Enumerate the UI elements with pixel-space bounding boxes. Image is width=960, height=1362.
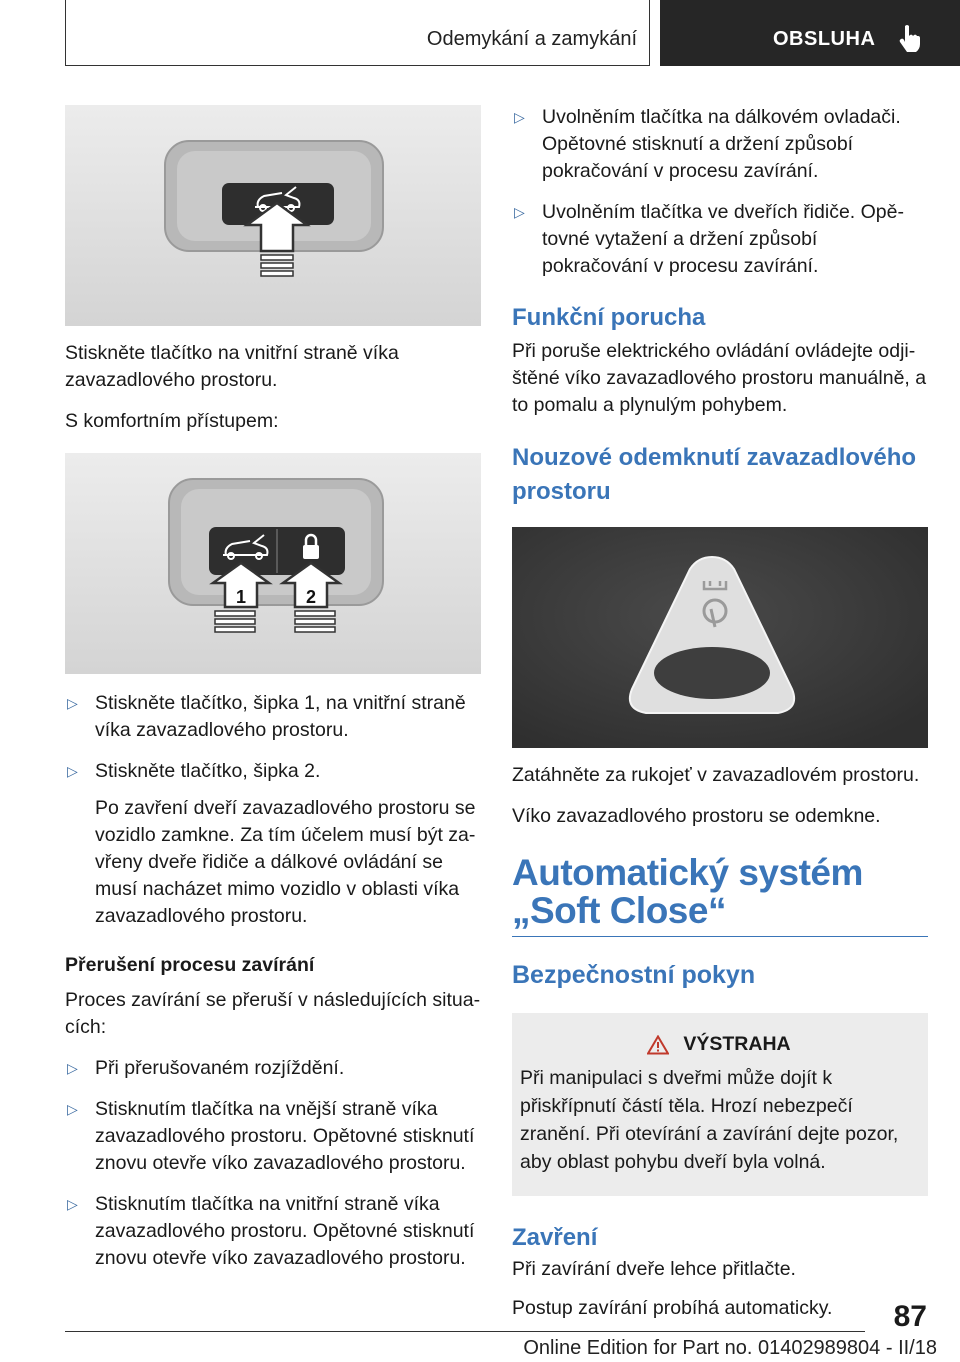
triangle-bullet-icon: ▷ bbox=[67, 695, 78, 711]
paragraph-closing-auto: Postup zavírání probíhá automaticky. bbox=[512, 1297, 833, 1319]
list-interrupt-continued bbox=[512, 104, 928, 280]
list-item: ▷ Stisknutím tlačítka na vnitřní straně víka zavazadlového prostoru. Opětovné stisknutí znovu otevře víko zavazadlového prostoru. bbox=[67, 1193, 475, 1269]
list-item: ▷ Stiskněte tlačítko, šipka 1, na vnitřní straně víka zavazadlového prostoru. bbox=[67, 692, 466, 741]
header-section-title: Odemykání a zamykání bbox=[426, 28, 637, 50]
figure-comfort-access-buttons bbox=[65, 453, 481, 674]
heading-closing: Zavření bbox=[512, 1224, 598, 1251]
list-item: ▷ Při přerušovaném rozjíždění. bbox=[65, 1055, 481, 1082]
list-item: ▷ Uvolněním tlačítka na dálkovém ovladači. Opětovné stisknutí a držení způsobí pokračování v procesu zavírání. bbox=[514, 106, 901, 182]
paragraph-press-button: Stiskněte tlačítko na vnitřní straně víka zavazadlového prostoru. bbox=[65, 342, 399, 391]
triangle-bullet-icon: ▷ bbox=[514, 204, 525, 220]
triangle-bullet-icon: ▷ bbox=[67, 1196, 78, 1212]
footer-edition: Online Edition for Part no. 01402989804 - II/18 bbox=[523, 1337, 937, 1359]
warning-title: VÝSTRAHA bbox=[683, 1033, 791, 1055]
list-interrupt-situations bbox=[65, 1055, 481, 1272]
paragraph-closing-press: Při zavírání dveře lehce přitlačte. bbox=[512, 1258, 796, 1280]
figure-emergency-handle bbox=[512, 527, 928, 748]
heading-interrupt-closing: Přerušení procesu zavírání bbox=[65, 954, 315, 976]
right-column bbox=[512, 104, 928, 1322]
heading-soft-close: Automatický systém „Soft Close“ bbox=[512, 852, 863, 931]
paragraph-lid-unlocks: Víko zavazadlového prostoru se odemkne. bbox=[512, 805, 881, 827]
arrow-label-1: 1 bbox=[235, 587, 247, 607]
left-column bbox=[65, 105, 481, 1286]
list-item-subtext: Po zavření dveří zavazadlového prostoru se vozidlo zamkne. Za tím účelem musí být zavřeny dveře řidiče a dálkové ovládání se musí nacházet mimo vozidlo v oblasti víka zavazadlového prostoru. bbox=[95, 797, 476, 927]
header-chapter-tab[interactable] bbox=[660, 0, 960, 66]
page-number: 87 bbox=[893, 1300, 927, 1333]
warning-header bbox=[520, 1033, 918, 1056]
list-item: ▷ Uvolněním tlačítka ve dveřích řidiče. Opětovné vytažení a držení způsobí pokračování v procesu zavírání. bbox=[514, 201, 904, 277]
paragraph-interrupt-situations: Proces zavírání se přeruší v následujících situacích: bbox=[65, 989, 481, 1038]
paragraph-malfunction: Při poruše elektrického ovládání ovládejte odjištěné víko zavazadlového prostoru manuálně, a to pomalu a plynulým pohybem. bbox=[512, 340, 927, 416]
paragraph-comfort-access: S komfortním přístupem: bbox=[65, 410, 279, 432]
heading-emergency-unlock: Nouzové odemknutí zavazadlového prostoru bbox=[512, 444, 917, 505]
list-item: ▷ Stisknutím tlačítka na vnější straně víka zavazadlového prostoru. Opětovné stisknutí znovu otevře víko zavazadlového prostoru. bbox=[67, 1098, 475, 1174]
triangle-bullet-icon: ▷ bbox=[514, 109, 525, 125]
hand-pointer-icon bbox=[896, 24, 924, 54]
list-item: ▷ Stiskněte tlačítko, šipka 2. Po zavření dveří zavazadlového prostoru se vozidlo zamkne. Za tím účelem musí být zavřeny dveře řidiče a dálkové ovládání se musí nacházet mimo vozidlo v oblasti víka zavazadlového prostoru. bbox=[65, 758, 481, 930]
heading-malfunction: Funkční porucha bbox=[512, 304, 706, 331]
triangle-bullet-icon: ▷ bbox=[67, 1101, 78, 1117]
figure-trunk-button bbox=[65, 105, 481, 326]
header-section-box bbox=[65, 0, 650, 66]
softclose-heading-wrapper bbox=[512, 854, 928, 937]
paragraph-pull-handle: Zatáhněte za rukojeť v zavazadlovém prostoru. bbox=[512, 764, 920, 786]
warning-text: Při manipulaci s dveřmi může dojít k přiskřípnutí částí těla. Hrozí nebezpečí zranění. Při otevírání a zavírání dejte pozor, aby oblast pohybu dveří byla volná. bbox=[520, 1067, 899, 1173]
triangle-bullet-icon: ▷ bbox=[67, 763, 78, 779]
warning-triangle-icon bbox=[647, 1035, 669, 1055]
triangle-bullet-icon: ▷ bbox=[67, 1060, 78, 1076]
warning-box bbox=[512, 1013, 928, 1196]
list-comfort-steps bbox=[65, 690, 481, 930]
footer-divider bbox=[65, 1331, 865, 1332]
header-chapter-label: OBSLUHA bbox=[773, 28, 876, 50]
heading-safety-note: Bezpečnostní pokyn bbox=[512, 961, 756, 989]
arrow-label-2: 2 bbox=[305, 587, 317, 607]
